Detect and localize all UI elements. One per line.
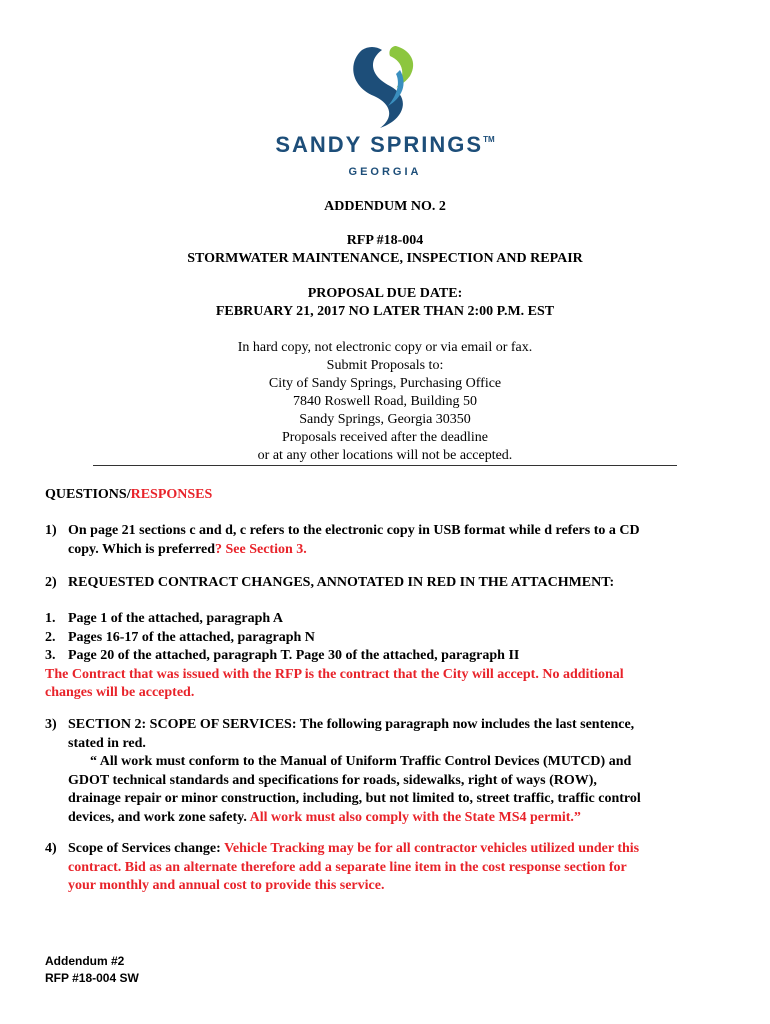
list-item: 2. Pages 16-17 of the attached, paragraph N xyxy=(45,629,315,645)
quote-line: devices, and work zone safety. All work must also comply with the State MS4 permit.” xyxy=(68,809,581,825)
footer-line: RFP #18-004 SW xyxy=(45,971,139,985)
quote-line: drainage repair or minor construction, including, but not limited to, street traffic, traffic control xyxy=(68,791,641,806)
divider xyxy=(93,465,677,466)
quote-line: GDOT technical standards and specifications for roads, sidewalks, right of ways (ROW), xyxy=(68,772,597,788)
submission-line: or at any other locations will not be accepted. xyxy=(257,448,513,463)
footer-line: Addendum #2 xyxy=(45,954,125,968)
addendum-title: ADDENDUM NO. 2 xyxy=(324,199,446,214)
question-1: 1) On page 21 sections c and d, c refers to the electronic copy in USB format while d refers to a CD copy. Which is preferred? See Section 3. xyxy=(45,522,735,559)
footer xyxy=(45,953,139,987)
sandy-springs-swirl-icon xyxy=(340,40,430,130)
answer: See Section 3. xyxy=(222,541,307,557)
question-text: REQUESTED CONTRACT CHANGES, ANNOTATED IN RED IN THE ATTACHMENT: xyxy=(68,575,615,590)
question-number: 3) xyxy=(45,717,57,732)
question-4: 4) Scope of Services change: Vehicle Tracking may be for all contractor vehicles utilized under this contract. Bid as an alternate therefore add a separate line item in the cost response section for your monthly and annual cost to provide this service. xyxy=(45,841,640,893)
question-text: On page 21 sections c and d, c refers to the electronic copy in USB format while d refers to a CD xyxy=(68,523,640,538)
due-date: FEBRUARY 21, 2017 NO LATER THAN 2:00 P.M. EST xyxy=(215,304,555,319)
rfp-title: STORMWATER MAINTENANCE, INSPECTION AND REPAIR xyxy=(187,251,583,266)
submission-instructions xyxy=(0,339,770,465)
question-number: 2) xyxy=(45,575,57,590)
question-number: 4) xyxy=(45,841,57,856)
submission-line: Sandy Springs, Georgia 30350 xyxy=(299,412,471,427)
list-item: 3. Page 20 of the attached, paragraph T. Page 30 of the attached, paragraph II xyxy=(45,648,520,663)
list-item: 1. Page 1 of the attached, paragraph A xyxy=(45,611,284,626)
questions-heading: QUESTIONS/RESPONSES xyxy=(45,487,213,502)
sandy-springs-logo xyxy=(0,40,770,130)
due-date-label: PROPOSAL DUE DATE: xyxy=(307,286,463,301)
trademark: TM xyxy=(483,135,495,144)
question-2 xyxy=(45,574,735,593)
submission-line: 7840 Roswell Road, Building 50 xyxy=(293,394,477,409)
brand-name: SANDY SPRINGS™ xyxy=(275,132,495,157)
submission-line: Proposals received after the deadline xyxy=(281,430,489,445)
rfp-number: RFP #18-004 xyxy=(346,233,424,248)
quote-line: “ All work must conform to the Manual of Uniform Traffic Control Devices (MUTCD) and xyxy=(90,754,632,769)
submission-line: City of Sandy Springs, Purchasing Office xyxy=(268,376,502,391)
question-number: 1) xyxy=(45,523,57,538)
submission-line: In hard copy, not electronic copy or via email or fax. xyxy=(237,340,533,355)
contract-change-list xyxy=(45,610,735,703)
question-3: 3) SECTION 2: SCOPE OF SERVICES: The following paragraph now includes the last sentence, stated in red. “ All work must conform to the Manual of Uniform Traffic Control Devices (MUTCD) and GDOT technical standards and specifications for roads, sidewalks, right of ways (ROW), drainage repair or minor construction, including, but not limited to, street traffic, traffic control devices, and work zone safety. All work must also comply with the State MS4 permit.” xyxy=(45,716,735,827)
brand-sub-name: GEORGIA xyxy=(348,166,422,178)
response: The Contract that was issued with the RFP is the contract that the City will accept. No additional xyxy=(45,666,624,682)
response: changes will be accepted. xyxy=(45,685,195,700)
submission-line: Submit Proposals to: xyxy=(326,358,444,373)
